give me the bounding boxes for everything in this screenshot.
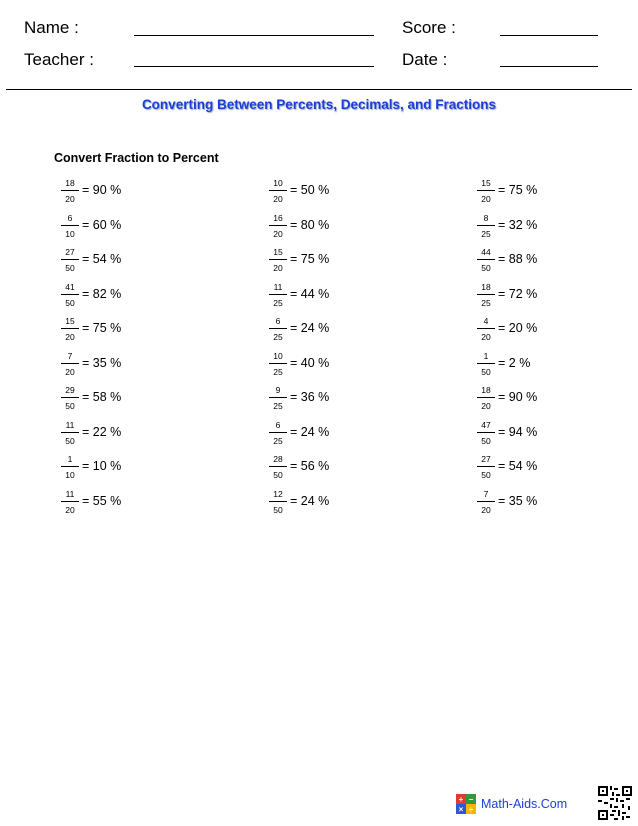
fraction-bar	[477, 363, 495, 364]
percent-answer: = 60 %	[82, 217, 122, 232]
percent-answer: = 54 %	[498, 459, 538, 473]
fraction-numerator: 15	[65, 316, 75, 326]
fraction-numerator: 29	[65, 385, 75, 395]
percent-answer: = 88 %	[498, 252, 538, 266]
percent-answer: = 90 %	[498, 390, 538, 404]
fraction-numerator: 15	[481, 178, 491, 188]
fraction-numerator: 16	[273, 212, 283, 223]
fraction-bar	[61, 294, 79, 295]
footer-brand	[456, 793, 567, 815]
fraction-bar	[61, 397, 79, 398]
percent-answer: = 24 %	[290, 424, 330, 439]
fraction-numerator: 9	[275, 385, 281, 395]
percent-answer: = 10 %	[82, 459, 122, 473]
fraction-denominator: 50	[273, 504, 283, 515]
fraction-denominator: 25	[273, 401, 283, 411]
percent-answer: = 24 %	[290, 493, 330, 508]
percent-answer: = 20 %	[498, 321, 538, 335]
fraction-numerator: 18	[65, 178, 75, 188]
fraction-denominator: 50	[65, 263, 75, 273]
fraction-denominator: 50	[481, 470, 491, 480]
fraction-denominator: 25	[481, 297, 491, 308]
fraction-denominator: 50	[65, 435, 75, 446]
fraction-numerator: 1	[483, 350, 489, 361]
percent-answer: = 35 %	[498, 493, 538, 508]
fraction-bar	[61, 432, 79, 433]
fraction-bar	[61, 501, 79, 502]
fraction-numerator: 6	[275, 316, 281, 326]
percent-answer: = 54 %	[82, 252, 122, 266]
percent-answer: = 75 %	[82, 321, 122, 335]
score-label: Score :	[402, 18, 456, 37]
percent-answer: = 35 %	[82, 355, 122, 370]
fraction-denominator: 20	[481, 332, 491, 342]
percent-answer: = 44 %	[290, 286, 330, 301]
fraction-numerator: 10	[273, 178, 283, 188]
fraction-bar	[61, 259, 79, 260]
fraction-bar	[61, 466, 79, 467]
date-line[interactable]	[500, 66, 598, 67]
fraction-bar	[477, 397, 495, 398]
fraction-bar	[61, 363, 79, 364]
teacher-label: Teacher :	[24, 50, 94, 69]
fraction-bar	[477, 294, 495, 295]
fraction-bar	[269, 225, 287, 226]
percent-answer: = 50 %	[290, 183, 330, 197]
fraction-bar	[477, 466, 495, 467]
fraction-bar	[269, 466, 287, 467]
fraction-bar	[61, 190, 79, 191]
fraction-bar	[269, 190, 287, 191]
fraction-denominator: 10	[65, 470, 75, 480]
percent-answer: = 22 %	[82, 424, 122, 439]
fraction-denominator: 20	[273, 194, 283, 204]
percent-answer: = 72 %	[498, 286, 538, 301]
fraction-denominator: 25	[273, 297, 283, 308]
fraction-denominator: 20	[481, 504, 491, 515]
date-label: Date :	[402, 50, 448, 69]
brand-link[interactable]: Math-Aids.Com	[481, 797, 568, 811]
fraction-denominator: 20	[65, 194, 75, 204]
percent-answer: = 82 %	[82, 286, 122, 301]
header-divider	[6, 89, 632, 90]
fraction-numerator: 8	[483, 212, 489, 223]
fraction-denominator: 25	[273, 435, 283, 446]
fraction-numerator: 27	[481, 454, 491, 464]
name-label: Name :	[24, 18, 79, 37]
fraction-denominator: 10	[65, 228, 75, 239]
fraction-bar	[269, 432, 287, 433]
fraction-denominator: 20	[65, 332, 75, 342]
percent-answer: = 36 %	[290, 390, 330, 404]
fraction-bar	[477, 225, 495, 226]
fraction-numerator: 11	[65, 488, 75, 499]
percent-answer: = 75 %	[498, 183, 538, 197]
fraction-numerator: 44	[481, 247, 491, 257]
percent-answer: = 58 %	[82, 390, 122, 404]
fraction-bar	[269, 259, 287, 260]
fraction-numerator: 6	[275, 419, 281, 430]
fraction-bar	[269, 363, 287, 364]
percent-answer: = 94 %	[498, 424, 538, 439]
math-aids-logo-icon: + − × ÷	[456, 794, 476, 814]
fraction-numerator: 11	[65, 419, 75, 430]
fraction-bar	[61, 225, 79, 226]
percent-answer: = 90 %	[82, 183, 122, 197]
fraction-denominator: 20	[273, 263, 283, 273]
fraction-denominator: 50	[65, 401, 75, 411]
fraction-denominator: 50	[65, 297, 75, 308]
fraction-numerator: 27	[65, 247, 75, 257]
worksheet-title: Converting Between Percents, Decimals, and Fractions	[141, 97, 497, 112]
fraction-bar	[477, 432, 495, 433]
section-title: Convert Fraction to Percent	[54, 151, 219, 165]
fraction-bar	[269, 294, 287, 295]
percent-answer: = 56 %	[290, 459, 330, 473]
fraction-numerator: 28	[273, 454, 283, 464]
percent-answer: = 75 %	[290, 252, 330, 266]
name-line[interactable]	[134, 35, 374, 36]
fraction-numerator: 41	[65, 281, 75, 292]
fraction-numerator: 11	[273, 281, 283, 292]
teacher-line[interactable]	[134, 66, 374, 67]
fraction-denominator: 25	[273, 332, 283, 342]
fraction-bar	[269, 328, 287, 329]
fraction-denominator: 50	[481, 435, 491, 446]
fraction-bar	[61, 328, 79, 329]
percent-answer: = 32 %	[498, 217, 538, 232]
fraction-numerator: 10	[273, 350, 283, 361]
fraction-denominator: 20	[65, 366, 75, 377]
fraction-numerator: 12	[273, 488, 283, 499]
percent-answer: = 24 %	[290, 321, 330, 335]
fraction-denominator: 25	[273, 366, 283, 377]
fraction-denominator: 20	[481, 401, 491, 411]
fraction-denominator: 20	[65, 504, 75, 515]
percent-answer: = 80 %	[290, 217, 330, 232]
qr-code-icon	[598, 786, 632, 820]
fraction-numerator: 18	[481, 281, 491, 292]
fraction-denominator: 20	[481, 194, 491, 204]
fraction-numerator: 7	[67, 350, 73, 361]
fraction-numerator: 1	[67, 454, 73, 464]
fraction-bar	[477, 259, 495, 260]
fraction-denominator: 50	[481, 366, 491, 377]
fraction-denominator: 50	[273, 470, 283, 480]
fraction-denominator: 50	[481, 263, 491, 273]
fraction-numerator: 18	[481, 385, 491, 395]
fraction-bar	[269, 397, 287, 398]
fraction-numerator: 4	[483, 316, 489, 326]
fraction-bar	[477, 190, 495, 191]
score-line[interactable]	[500, 35, 598, 36]
percent-answer: = 40 %	[290, 355, 330, 370]
fraction-bar	[477, 501, 495, 502]
fraction-denominator: 25	[481, 228, 491, 239]
percent-answer: = 2 %	[498, 355, 531, 370]
fraction-bar	[477, 328, 495, 329]
fraction-denominator: 20	[273, 228, 283, 239]
fraction-numerator: 47	[481, 419, 491, 430]
fraction-numerator: 15	[273, 247, 283, 257]
fraction-numerator: 7	[483, 488, 489, 499]
fraction-numerator: 6	[67, 212, 73, 223]
fraction-bar	[269, 501, 287, 502]
percent-answer: = 55 %	[82, 493, 122, 508]
